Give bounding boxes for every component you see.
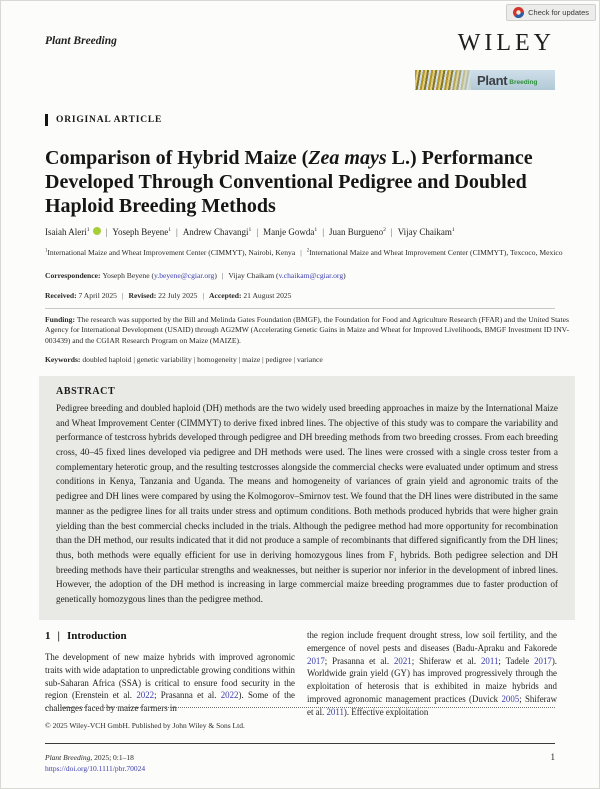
intro-paragraph-left	[45, 651, 295, 715]
text-segment: 1	[248, 227, 252, 234]
email-link[interactable]: y.beyene@cgiar.org	[154, 270, 215, 280]
text-segment: 1	[314, 227, 318, 234]
funding-note	[45, 315, 569, 347]
text-segment: Pedigree breeding and doubled haploid (DH) methods are the two widely used breeding approaches in maize by the International Maize and Wheat Improvement Center (CIMMYT) to derive fixed inbred lines. The objective of this study was to compare the variability and performance of testcross hybrids developed through pedigree and DH breeding methods from two breeding crosses. From each breeding cross, 40–45 fixed lines developed via pedigree and DH methods were used. The lines were crossed with a single cross tester from a complementary heterotic group, and the resulting testcrosses alongside the commercial checks were evaluated under optimum and stress conditions in Kenya, Tanzania and Uganda. The means and homogeneity of variances of grain yield and agronomic traits of the pedigree and DH lines were compared by using the Kolmogorov–Smirnov test. We found that the DH lines were distributed in the same manner as the pedigree lines for all traits under stress and optimum conditions. Both methods produced hybrids that were higher grain yielding than the best commercial checks included in the trials. Although the pedigree method had more opportunity for recombination than the DH method, our results indicated that it did not produce a sample of recombinants that differed significantly from the DH lines; thus, both methods were equally efficient for use in deriving homozygous lines from F	[56, 402, 558, 561]
check-updates-label: Check for updates	[528, 8, 589, 17]
text-segment: 22 July 2025	[158, 290, 198, 300]
text-segment: |	[300, 248, 302, 258]
text-segment: Isaiah Aleri	[45, 227, 87, 238]
citation-link[interactable]: 2005	[501, 693, 520, 704]
text-segment: The development of new maize hybrids with improved agronomic traits with wide adaptation to unpredictable growing conditions within sub-Saharan Africa (SSA) is critical to ensure food security in the region (Erenstein et al.	[45, 651, 295, 701]
crossmark-icon	[513, 7, 524, 18]
text-segment: Yoseph Beyene	[112, 227, 169, 238]
text-segment: 1	[168, 227, 171, 234]
journal-banner	[415, 70, 555, 90]
text-segment: ; Tadele	[498, 655, 535, 666]
keywords-line	[45, 355, 555, 364]
page-header	[45, 31, 555, 90]
text-segment: Comparison of Hybrid Maize (	[45, 147, 309, 170]
citation-link[interactable]: 2022	[220, 690, 239, 701]
text-segment: 1	[393, 556, 397, 563]
text-segment: |	[121, 290, 124, 300]
text-segment: Zea mays	[308, 147, 387, 170]
text-segment: |	[256, 227, 259, 238]
text-segment: Vijay Chaikam (	[228, 270, 279, 280]
text-segment: |	[390, 227, 393, 238]
text-segment: |	[105, 227, 108, 238]
orcid-icon[interactable]	[93, 227, 101, 235]
authors-line	[45, 227, 555, 237]
check-updates-button[interactable]	[506, 4, 596, 21]
text-segment: Vijay Chaikam	[397, 227, 452, 238]
text-segment: Plant Breeding	[45, 753, 91, 762]
page-footer	[45, 707, 555, 775]
text-segment: ; Prasanna et al.	[154, 690, 221, 701]
text-segment: Manje Gowda	[263, 227, 315, 238]
text-segment: ; Shiferaw et al.	[411, 655, 481, 666]
dates-line	[45, 290, 569, 301]
email-link[interactable]: v.chaikam@cgiar.org	[278, 270, 344, 280]
text-segment: 2	[306, 248, 310, 254]
journal-citation-text	[45, 753, 134, 762]
citation-link[interactable]: 2017	[307, 655, 325, 666]
left-column	[45, 629, 295, 719]
citation-link[interactable]: 2021	[393, 655, 412, 666]
text-segment: Yoseph Beyene (	[102, 270, 154, 280]
wiley-logo: WILEY	[457, 30, 555, 56]
dotted-divider	[45, 707, 555, 708]
citation-link[interactable]: 2011	[326, 706, 344, 717]
footer-divider	[45, 743, 555, 744]
text-segment: doubled haploid | genetic variability | homogeneity | maize | pedigree | variance	[82, 354, 323, 364]
citation-link[interactable]: 2017	[534, 655, 552, 666]
text-segment: The research was supported by the Bill and Melinda Gates Foundation (BMGF), the Foundation for Food and Agriculture Research (FFAR) and the United States Agency for International Development (USAID) through AG2MW (Accelerating Genetic Gains in Maize and Wheat for Improved Livelihoods, BMGF Investment ID INV-003439) and the CGIAR Research Program on Maize (MAIZE).	[45, 314, 569, 346]
text-segment: |	[57, 629, 60, 642]
journal-citation	[45, 752, 145, 775]
text-segment: Introduction	[66, 629, 127, 642]
correspondence-line	[45, 270, 569, 281]
text-segment: , 2025; 0:1–18	[90, 753, 134, 762]
affiliations	[45, 247, 569, 258]
text-segment: Funding:	[45, 314, 77, 324]
text-segment: International Maize and Wheat Improvement Center (CIMMYT), Nairobi, Kenya	[47, 248, 296, 258]
right-column	[307, 629, 557, 719]
text-segment: 21 August 2025	[243, 290, 292, 300]
doi-link[interactable]: https://doi.org/10.1111/pbr.70024	[45, 764, 146, 774]
text-segment: 7 April 2025	[78, 290, 117, 300]
text-segment: ). Some of the challenges faced by maize farmers in	[45, 690, 295, 714]
text-segment: the region include frequent drought stress, low soil fertility, and the emergence of novel pests and diseases (Badu-Apraku and Fakorede	[307, 629, 557, 653]
text-segment: International Maize and Wheat Improvement Center (CIMMYT), Texcoco, Mexico	[309, 248, 563, 258]
copyright-line: © 2025 Wiley-VCH GmbH. Published by John Wiley & Sons Ltd.	[45, 721, 245, 730]
text-segment: hybrids. Both pedigree selection and DH breeding methods have their particular strengths and weaknesses, but neither is superior nor inferior in the development of inbred lines. However, the adoption of the DH method is increasing in large commercial maize breeding programmes due to faster production of genetically homozygous lines than the pedigree method.	[56, 550, 558, 605]
text-segment: Keywords:	[45, 354, 83, 364]
text-segment: 1	[45, 248, 48, 254]
text-segment: |	[176, 227, 178, 238]
text-segment: 2	[383, 227, 386, 234]
text-segment: ; Prasanna et al.	[324, 655, 394, 666]
article-title	[45, 147, 569, 218]
text-segment: )	[343, 270, 346, 280]
text-segment: ). Worldwide grain yield (GY) has improved progressively through the exploitation of heterosis that is exhibited in maize hybrids and improved agronomic management practices (Duvick	[307, 655, 557, 704]
text-segment: Revised:	[128, 290, 159, 300]
abstract-text	[56, 401, 558, 607]
text-segment: 1	[451, 227, 455, 234]
text-segment: |	[322, 227, 325, 238]
banner-wheat-image	[415, 70, 471, 90]
citation-link[interactable]: 2022	[136, 690, 155, 701]
banner-title: Plant	[477, 72, 508, 88]
text-segment: Correspondence:	[45, 270, 103, 280]
introduction-heading	[45, 630, 295, 642]
abstract-box	[39, 376, 575, 620]
meta-divider	[45, 308, 555, 309]
citation-link[interactable]: 2011	[480, 655, 499, 666]
text-segment: ; Shiferaw et al.	[307, 693, 557, 717]
text-segment: Accepted:	[209, 290, 244, 300]
text-segment: 1	[86, 227, 90, 234]
text-segment: Juan Burgueno	[329, 227, 384, 238]
header-right	[415, 31, 555, 90]
introduction-columns	[45, 629, 555, 719]
page-number: 1	[550, 752, 555, 762]
text-segment: Received:	[45, 290, 79, 300]
text-segment: )	[214, 270, 217, 280]
text-segment: |	[202, 290, 204, 300]
text-segment: ). Effective exploitation	[343, 706, 429, 717]
abstract-heading: ABSTRACT	[56, 385, 116, 397]
text-segment: Andrew Chavangi	[182, 227, 249, 238]
text-segment: L.) Performance Developed Through Conventional Pedigree and Doubled Haploid Breeding Methods	[45, 147, 533, 217]
journal-name: Plant Breeding	[45, 35, 117, 47]
banner-subtitle: Breeding	[509, 78, 538, 86]
text-segment: 1	[45, 629, 51, 642]
text-segment: |	[221, 270, 224, 280]
article-type-label: ORIGINAL ARTICLE	[45, 114, 555, 126]
intro-paragraph-right	[307, 629, 557, 719]
